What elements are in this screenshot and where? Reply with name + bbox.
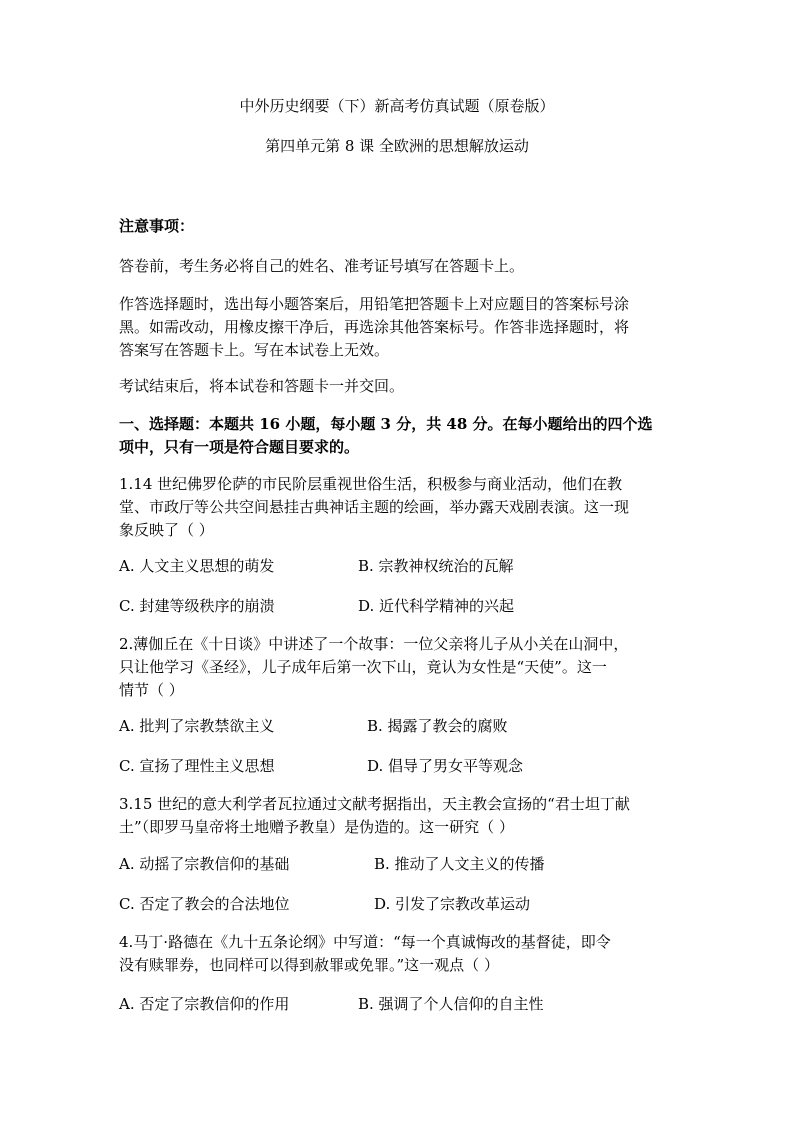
question-1-line: 1.14 世纪佛罗伦萨的市民阶层重视世俗生活，积极参与商业活动，他们在教: [119, 475, 623, 493]
question-4-option-a: A. 否定了宗教信仰的作用: [119, 995, 290, 1013]
question-2-option-c: C. 宣扬了理性主义思想: [119, 757, 275, 775]
notice-paragraph-3: 考试结束后，将本试卷和答题卡一并交回。: [119, 377, 405, 395]
question-3-option-d: D. 引发了宗教改革运动: [374, 895, 531, 913]
question-3-option-a: A. 动摇了宗教信仰的基础: [119, 855, 290, 873]
notice-paragraph-1: 答卷前，考生务必将自己的姓名、准考证号填写在答题卡上。: [119, 257, 525, 275]
page-title: 中外历史纲要（下）新高考仿真试题（原卷版）: [239, 97, 555, 115]
question-2-option-d: D. 倡导了男女平等观念: [367, 757, 524, 775]
question-3-option-b: B. 推动了人文主义的传播: [374, 855, 545, 873]
section-heading-line: 项中，只有一项是符合题目要求的。: [119, 438, 360, 456]
question-1-option-d: D. 近代科学精神的兴起: [358, 597, 515, 615]
question-1-option-b: B. 宗教神权统治的瓦解: [358, 557, 514, 575]
question-1-option-c: C. 封建等级秩序的崩溃: [119, 597, 275, 615]
question-3-line: 土”（即罗马皇帝将土地赠予教皇）是伪造的。这一研究（ ）: [119, 818, 514, 836]
notice-heading: 注意事项：: [119, 217, 195, 235]
notice-paragraph-2-line: 答案写在答题卡上。写在本试卷上无效。: [119, 341, 390, 359]
question-2-line: 情节（ ）: [119, 681, 184, 699]
section-heading-line: 一、选择题：本题共 16 小题，每小题 3 分，共 48 分。在每小题给出的四个选: [119, 415, 653, 433]
question-3-line: 3.15 世纪的意大利学者瓦拉通过文献考据指出，天主教会宣扬的“君士坦丁献: [119, 795, 630, 813]
notice-paragraph-2-line: 黑。如需改动，用橡皮擦干净后，再选涂其他答案标号。作答非选择题时，将: [119, 318, 630, 336]
question-1-line: 堂、市政厅等公共空间悬挂古典神话主题的绘画，举办露天戏剧表演。这一现: [119, 498, 630, 516]
question-2-line: 只让他学习《圣经》，儿子成年后第一次下山，竟认为女性是“天使”。这一: [119, 658, 607, 676]
question-4-line: 没有赎罪券，也同样可以得到赦罪或免罪。”这一观点（ ）: [119, 956, 499, 974]
question-4-option-b: B. 强调了个人信仰的自主性: [358, 995, 544, 1013]
page-subtitle: 第四单元第 8 课 全欧洲的思想解放运动: [265, 137, 529, 155]
question-2-line: 2.薄伽丘在《十日谈》中讲述了一个故事：一位父亲将儿子从小关在山洞中，: [119, 635, 629, 653]
question-1-option-a: A. 人文主义思想的萌发: [119, 557, 275, 575]
question-3-option-c: C. 否定了教会的合法地位: [119, 895, 290, 913]
question-2-option-b: B. 揭露了教会的腐败: [367, 717, 508, 735]
question-2-option-a: A. 批判了宗教禁欲主义: [119, 717, 275, 735]
notice-paragraph-2-line: 作答选择题时，选出每小题答案后，用铅笔把答题卡上对应题目的答案标号涂: [119, 295, 630, 313]
question-1-line: 象反映了（ ）: [119, 521, 214, 539]
question-4-line: 4.马丁·路德在《九十五条论纲》中写道：“每一个真诚悔改的基督徒，即令: [119, 933, 611, 951]
